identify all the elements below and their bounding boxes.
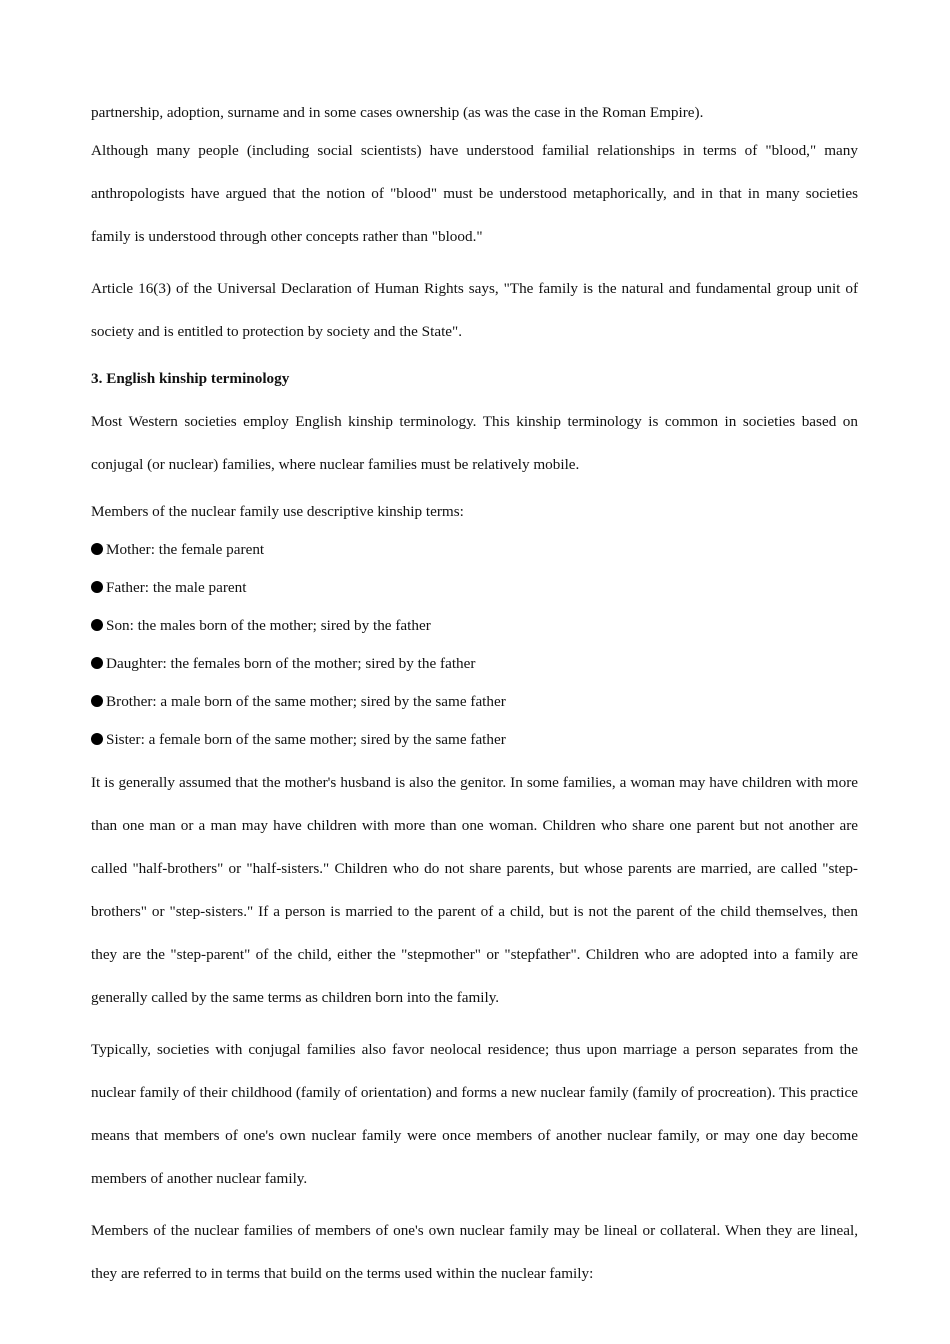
list-item: Sister: a female born of the same mother; sired by the same father bbox=[91, 723, 858, 756]
list-intro: Members of the nuclear family use descriptive kinship terms: bbox=[91, 503, 464, 520]
list-item: Brother: a male born of the same mother; sired by the same father bbox=[91, 685, 858, 718]
list-item: Father: the male parent bbox=[91, 571, 858, 604]
section-heading: 3. English kinship terminology bbox=[91, 370, 290, 387]
paragraph-blood: Although many people (including social scientists) have understood familial relationships in terms of "blood," many anthropologists have argued that the notion of "blood" must be understood metaphorically, and in that in many societies family is understood through other concepts rather than "blood." bbox=[91, 142, 858, 245]
paragraph-article-16: Article 16(3) of the Universal Declaration of Human Rights says, "The family is the natural and fundamental group unit of society and is entitled to protection by society and the State". bbox=[91, 280, 858, 340]
kinship-term-list bbox=[91, 533, 858, 756]
bullet-icon bbox=[91, 543, 103, 555]
paragraph-neolocal-residence: Typically, societies with conjugal families also favor neolocal residence; thus upon marriage a person separates from the nuclear family of their childhood (family of orientation) and forms a new nuclear family (family of procreation). This practice means that members of one's own nuclear family were once members of another nuclear family, or may one day become members of another nuclear family. bbox=[91, 1041, 858, 1187]
list-item: Daughter: the females born of the mother; sired by the father bbox=[91, 647, 858, 680]
bullet-icon bbox=[91, 695, 103, 707]
list-item: Mother: the female parent bbox=[91, 533, 858, 566]
bullet-icon bbox=[91, 657, 103, 669]
bullet-icon bbox=[91, 619, 103, 631]
paragraph-lineal-collateral: Members of the nuclear families of members of one's own nuclear family may be lineal or collateral. When they are lineal, they are referred to in terms that build on the terms used within the nuclear family: bbox=[91, 1222, 858, 1282]
list-item: Son: the males born of the mother; sired by the father bbox=[91, 609, 858, 642]
bullet-icon bbox=[91, 581, 103, 593]
bullet-icon bbox=[91, 733, 103, 745]
paragraph-kinship-intro: Most Western societies employ English kinship terminology. This kinship terminology is common in societies based on conjugal (or nuclear) families, where nuclear families must be relatively mobile. bbox=[91, 413, 858, 473]
paragraph-continuation: partnership, adoption, surname and in some cases ownership (as was the case in the Roman Empire). bbox=[91, 104, 704, 121]
document-page bbox=[91, 96, 858, 1304]
paragraph-step-relations: It is generally assumed that the mother's husband is also the genitor. In some families, a woman may have children with more than one man or a man may have children with more than one woman. Children who share one parent but not another are called "half-brothers" or "half-sisters." Children who do not share parents, but whose parents are married, are called "step-brothers" or "step-sisters." If a person is married to the parent of a child, but is not the parent of the child themselves, then they are the "step-parent" of the child, either the "stepmother" or "stepfather". Children who are adopted into a family are generally called by the same terms as children born into the family. bbox=[91, 774, 858, 1006]
